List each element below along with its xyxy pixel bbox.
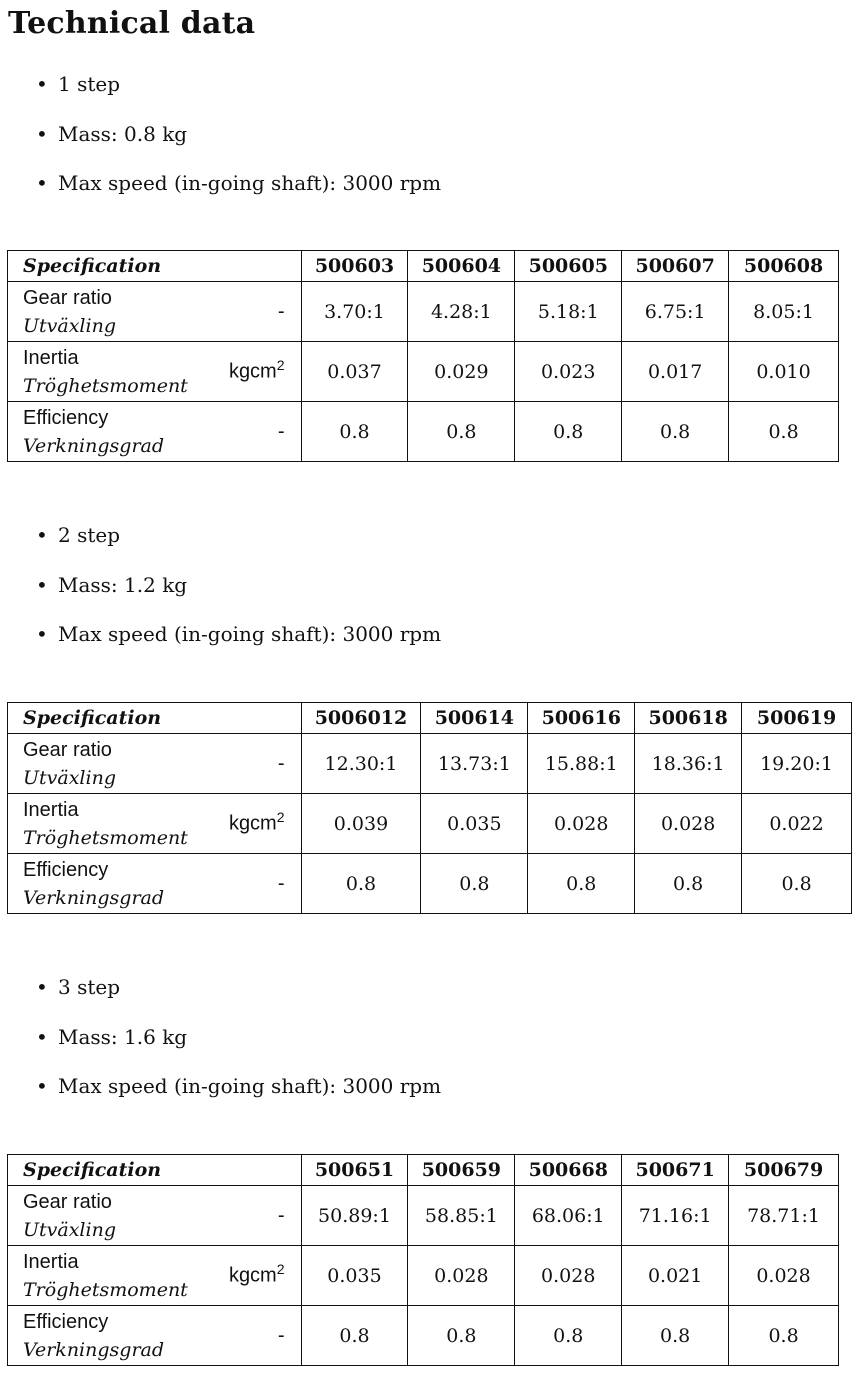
table-header-row xyxy=(8,703,852,734)
table-cell: 58.85:1 xyxy=(408,1186,515,1246)
model-header: 500668 xyxy=(515,1155,622,1186)
label-swedish: Tröghetsmoment xyxy=(23,826,188,849)
table-cell: 0.037 xyxy=(301,342,408,402)
table-cell: 0.8 xyxy=(729,1306,839,1366)
table-cell: 0.8 xyxy=(301,402,408,462)
table-cell: 0.028 xyxy=(635,794,742,854)
table-row xyxy=(8,402,839,462)
spec-header: Specification xyxy=(8,1155,302,1186)
row-label xyxy=(8,342,302,402)
table-cell: 0.022 xyxy=(742,794,852,854)
table-cell: 0.8 xyxy=(515,402,622,462)
spec-table xyxy=(7,1154,839,1366)
list-item: • Mass: 1.2 kg xyxy=(36,573,441,623)
table-cell: 0.035 xyxy=(421,794,528,854)
label-english: Efficiency xyxy=(23,1310,109,1333)
table-row xyxy=(8,282,839,342)
unit xyxy=(278,300,285,323)
table-cell: 0.8 xyxy=(515,1306,622,1366)
table-cell: 18.36:1 xyxy=(635,734,742,794)
unit-text: kgcm xyxy=(228,1264,277,1286)
table-cell: 15.88:1 xyxy=(528,734,635,794)
model-header: 500651 xyxy=(301,1155,408,1186)
model-header: 500608 xyxy=(729,251,839,282)
label-swedish: Verkningsgrad xyxy=(23,434,165,457)
model-header: 500679 xyxy=(729,1155,839,1186)
list-item: • Max speed (in-going shaft): 3000 rpm xyxy=(36,622,441,672)
table-cell: 5.18:1 xyxy=(515,282,622,342)
row-label xyxy=(8,1246,302,1306)
table-cell: 8.05:1 xyxy=(729,282,839,342)
model-header: 500671 xyxy=(622,1155,729,1186)
list-item: • Mass: 1.6 kg xyxy=(36,1025,441,1075)
unit-text: - xyxy=(277,872,285,894)
table-cell: 0.028 xyxy=(528,794,635,854)
unit-text: - xyxy=(277,752,285,774)
table-cell: 4.28:1 xyxy=(408,282,515,342)
table-cell: 0.035 xyxy=(301,1246,408,1306)
bullet-list xyxy=(36,975,441,1124)
label-swedish: Verkningsgrad xyxy=(23,1338,165,1361)
unit xyxy=(278,1324,285,1347)
table-cell: 0.8 xyxy=(421,854,528,914)
unit-text: kgcm xyxy=(228,812,277,834)
row-label xyxy=(8,734,302,794)
unit xyxy=(228,356,285,383)
unit-sup: 2 xyxy=(276,1260,285,1277)
label-english: Gear ratio xyxy=(23,286,112,309)
table-cell: 0.039 xyxy=(301,794,421,854)
table-cell: 0.029 xyxy=(408,342,515,402)
table-cell: 0.8 xyxy=(301,1306,408,1366)
table-cell: 0.021 xyxy=(622,1246,729,1306)
table-header-row xyxy=(8,251,839,282)
spec-table xyxy=(7,250,839,462)
table-cell: 0.028 xyxy=(729,1246,839,1306)
table-cell: 71.16:1 xyxy=(622,1186,729,1246)
table-cell: 0.010 xyxy=(729,342,839,402)
list-item: • 2 step xyxy=(36,523,441,573)
model-header: 500618 xyxy=(635,703,742,734)
table-cell: 0.8 xyxy=(301,854,421,914)
row-label xyxy=(8,1186,302,1246)
model-header: 500659 xyxy=(408,1155,515,1186)
unit xyxy=(278,420,285,443)
label-english: Inertia xyxy=(23,346,79,369)
unit xyxy=(278,1204,285,1227)
label-english: Gear ratio xyxy=(23,1190,112,1213)
list-item: • 3 step xyxy=(36,975,441,1025)
table-cell: 68.06:1 xyxy=(515,1186,622,1246)
table-cell: 12.30:1 xyxy=(301,734,421,794)
table-header-row xyxy=(8,1155,839,1186)
list-item: • 1 step xyxy=(36,72,441,122)
table-cell: 0.028 xyxy=(408,1246,515,1306)
table-cell: 50.89:1 xyxy=(301,1186,408,1246)
unit-sup: 2 xyxy=(276,356,285,373)
table-cell: 0.8 xyxy=(528,854,635,914)
table-cell: 78.71:1 xyxy=(729,1186,839,1246)
label-english: Inertia xyxy=(23,798,79,821)
bullet-list xyxy=(36,72,441,221)
label-swedish: Utväxling xyxy=(23,314,116,337)
list-item: • Max speed (in-going shaft): 3000 rpm xyxy=(36,1074,441,1124)
label-swedish: Utväxling xyxy=(23,1218,116,1241)
model-header: 500605 xyxy=(515,251,622,282)
table-cell: 3.70:1 xyxy=(301,282,408,342)
table-row xyxy=(8,854,852,914)
table-cell: 6.75:1 xyxy=(622,282,729,342)
table-cell: 13.73:1 xyxy=(421,734,528,794)
label-english: Gear ratio xyxy=(23,738,112,761)
row-label xyxy=(8,854,302,914)
model-header: 500607 xyxy=(622,251,729,282)
spec-header: Specification xyxy=(8,251,302,282)
spec-table xyxy=(7,702,852,914)
table-cell: 0.8 xyxy=(408,1306,515,1366)
table-cell: 0.8 xyxy=(729,402,839,462)
unit xyxy=(278,752,285,775)
table-cell: 0.8 xyxy=(622,402,729,462)
unit xyxy=(228,1260,285,1287)
model-header: 500616 xyxy=(528,703,635,734)
table-row xyxy=(8,1186,839,1246)
label-english: Efficiency xyxy=(23,406,109,429)
row-label xyxy=(8,282,302,342)
table-row xyxy=(8,1306,839,1366)
table-cell: 0.8 xyxy=(622,1306,729,1366)
unit-text: kgcm xyxy=(228,360,277,382)
model-header: 500614 xyxy=(421,703,528,734)
unit-sup: 2 xyxy=(276,808,285,825)
table-row xyxy=(8,794,852,854)
unit xyxy=(228,808,285,835)
table-cell: 0.8 xyxy=(635,854,742,914)
label-swedish: Utväxling xyxy=(23,766,116,789)
list-item: • Mass: 0.8 kg xyxy=(36,122,441,172)
label-english: Inertia xyxy=(23,1250,79,1273)
table-row xyxy=(8,734,852,794)
model-header: 500603 xyxy=(301,251,408,282)
label-swedish: Tröghetsmoment xyxy=(23,1278,188,1301)
bullet-list xyxy=(36,523,441,672)
unit xyxy=(278,872,285,895)
list-item: • Max speed (in-going shaft): 3000 rpm xyxy=(36,171,441,221)
table-cell: 0.028 xyxy=(515,1246,622,1306)
table-cell: 0.8 xyxy=(408,402,515,462)
spec-header: Specification xyxy=(8,703,302,734)
unit-text: - xyxy=(277,1204,285,1226)
table-row xyxy=(8,342,839,402)
row-label xyxy=(8,402,302,462)
model-header: 5006012 xyxy=(301,703,421,734)
table-cell: 0.023 xyxy=(515,342,622,402)
row-label xyxy=(8,794,302,854)
page-title: Technical data xyxy=(8,6,256,41)
unit-text: - xyxy=(277,420,285,442)
unit-text: - xyxy=(277,300,285,322)
unit-text: - xyxy=(277,1324,285,1346)
model-header: 500604 xyxy=(408,251,515,282)
label-swedish: Tröghetsmoment xyxy=(23,374,188,397)
row-label xyxy=(8,1306,302,1366)
table-cell: 0.017 xyxy=(622,342,729,402)
table-cell: 0.8 xyxy=(742,854,852,914)
model-header: 500619 xyxy=(742,703,852,734)
table-row xyxy=(8,1246,839,1306)
label-english: Efficiency xyxy=(23,858,109,881)
label-swedish: Verkningsgrad xyxy=(23,886,165,909)
table-cell: 19.20:1 xyxy=(742,734,852,794)
